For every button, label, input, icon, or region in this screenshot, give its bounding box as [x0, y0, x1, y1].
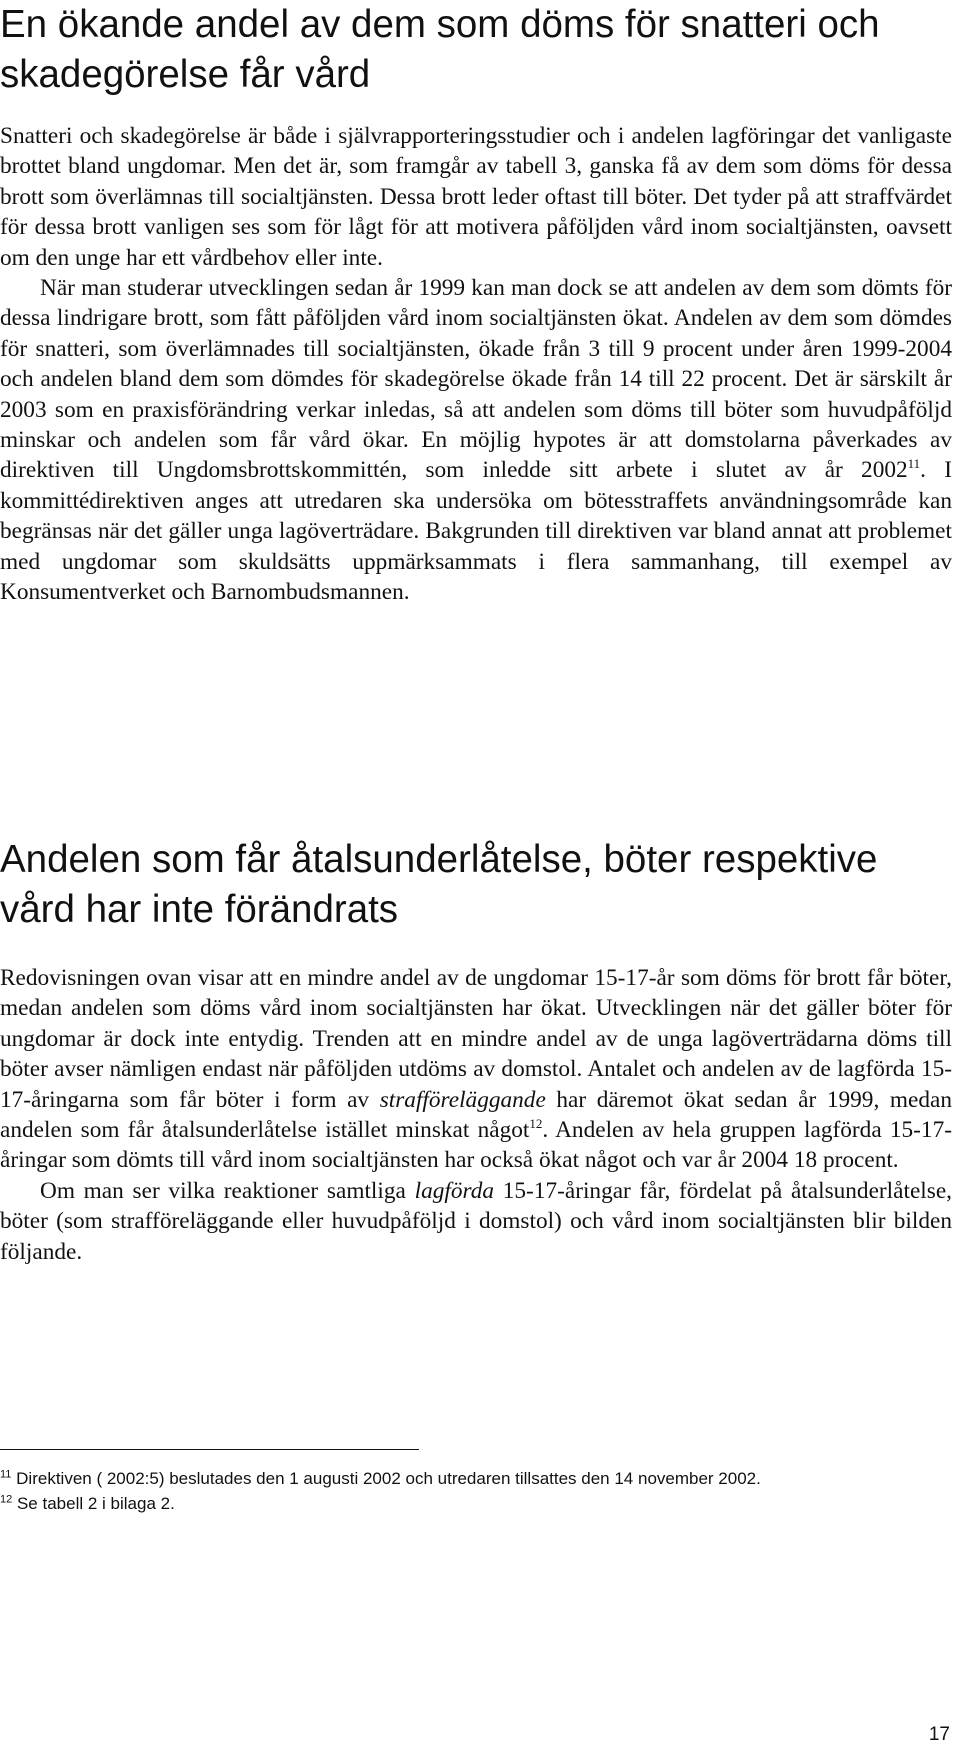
paragraph-4-text-b: 15-17-åringar får, fördelat på åtalsunderlåtelse, böter (som strafföreläggande eller huvudpåföljd i domstol) och vård inom socialtjänsten blir bilden följande. — [0, 1177, 953, 1265]
paragraph-4-text-a: Om man ser vilka reaktioner samtliga — [40, 1177, 415, 1204]
paragraph-4 — [0, 1176, 952, 1267]
footnote-ref-11: 11 — [907, 456, 921, 472]
paragraph-4-emphasis: lagförda — [414, 1177, 494, 1204]
footnote-12 — [0, 1491, 952, 1516]
section-heading-2: Andelen som får åtalsunderlåtelse, böter respektive vård har inte förändrats — [0, 838, 878, 931]
paragraph-3-text-c: . Andelen av hela gruppen lagförda 15-17-åringar som dömts till vård inom socialtjänsten har också ökat något och var år 2004 18 procent. — [0, 1117, 952, 1174]
paragraph-3 — [0, 963, 952, 1176]
footnote-divider — [0, 1449, 419, 1450]
paragraph-2 — [0, 273, 952, 607]
footnote-number: 11 — [0, 1468, 12, 1481]
section-1-body — [0, 121, 952, 608]
paragraph-2-text-b: . I kommittédirektiven anges att utredaren ska undersöka om bötesstraffets användningsområde kan begränsas när det gäller unga lagöverträdare. Bakgrunden till direktiven var bland annat att problemet med ungdomar som skuldsätts uppmärksammats i flera sammanhang, till exempel av Konsumentverket och Barnombudsmannen. — [0, 457, 952, 606]
paragraph-2-text-a: När man studerar utvecklingen sedan år 1999 kan man dock se att andelen av dem som dömts för dessa lindrigare brott, som fått påföljden vård inom socialtjänsten ökat. Andelen av dem som dömdes för snatteri, som överlämnades till socialtjänsten, ökade från 3 till 9 procent under åren 1999-2004 och andelen bland dem som dömdes för skadegörelse ökade från 14 till 22 procent. Det är särskilt år 2003 som en praxisförändring verkar inledas, så att andelen som döms till böter som huvudpåföljd minskar och andelen som får vård ökar. En möjlig hypotes är att domstolarna påverkades av direktiven till Ungdomsbrottskommittén, som inledde sitt arbete i slutet av år 2002 — [0, 275, 952, 484]
footnote-text: Se tabell 2 i bilaga 2. — [12, 1494, 175, 1513]
section-2-body — [0, 963, 952, 1267]
footnote-11 — [0, 1466, 952, 1491]
paragraph-3-emphasis: strafföreläggande — [379, 1086, 546, 1113]
footnote-text: Direktiven ( 2002:5) beslutades den 1 augusti 2002 och utredaren tillsattes den 14 november 2002. — [11, 1469, 761, 1488]
paragraph-3-text-a: Redovisningen ovan visar att en mindre andel av de ungdomar 15-17-år som döms för brott får böter, medan andelen som döms vård inom socialtjänsten har ökat. Utvecklingen när det gäller böter för ungdomar är dock inte entydig. Trenden att en mindre andel av de unga lagöverträdarna döms till böter avser nämligen endast när påföljden utdöms av domstol. Antalet och andelen av de lagförda 15-17-åringarna som får böter i form av — [0, 965, 952, 1113]
section-heading-1: En ökande andel av dem som döms för snatteri och skadegörelse får vård — [0, 3, 880, 96]
page-number: 17 — [928, 1724, 950, 1745]
paragraph-1: Snatteri och skadegörelse är både i självrapporteringsstudier och i andelen lagföringar det vanligaste brottet bland ungdomar. Men det är, som framgår av tabell 3, ganska få av dem som döms för dessa brott som överlämnas till socialtjänsten. Dessa brott leder oftast till böter. Det tyder på att straffvärdet för dessa brott vanligen ses som för lågt för att motivera påföljden vård inom socialtjänsten, oavsett om den unge har ett vårdbehov eller inte. — [0, 123, 952, 271]
footnotes — [0, 1466, 952, 1516]
paragraph-3-text-b: har däremot ökat sedan år 1999, medan andelen som får åtalsunderlåtelse istället minskat något — [0, 1086, 952, 1144]
footnote-ref-12: 12 — [529, 1116, 543, 1132]
footnote-number: 12 — [0, 1493, 13, 1506]
